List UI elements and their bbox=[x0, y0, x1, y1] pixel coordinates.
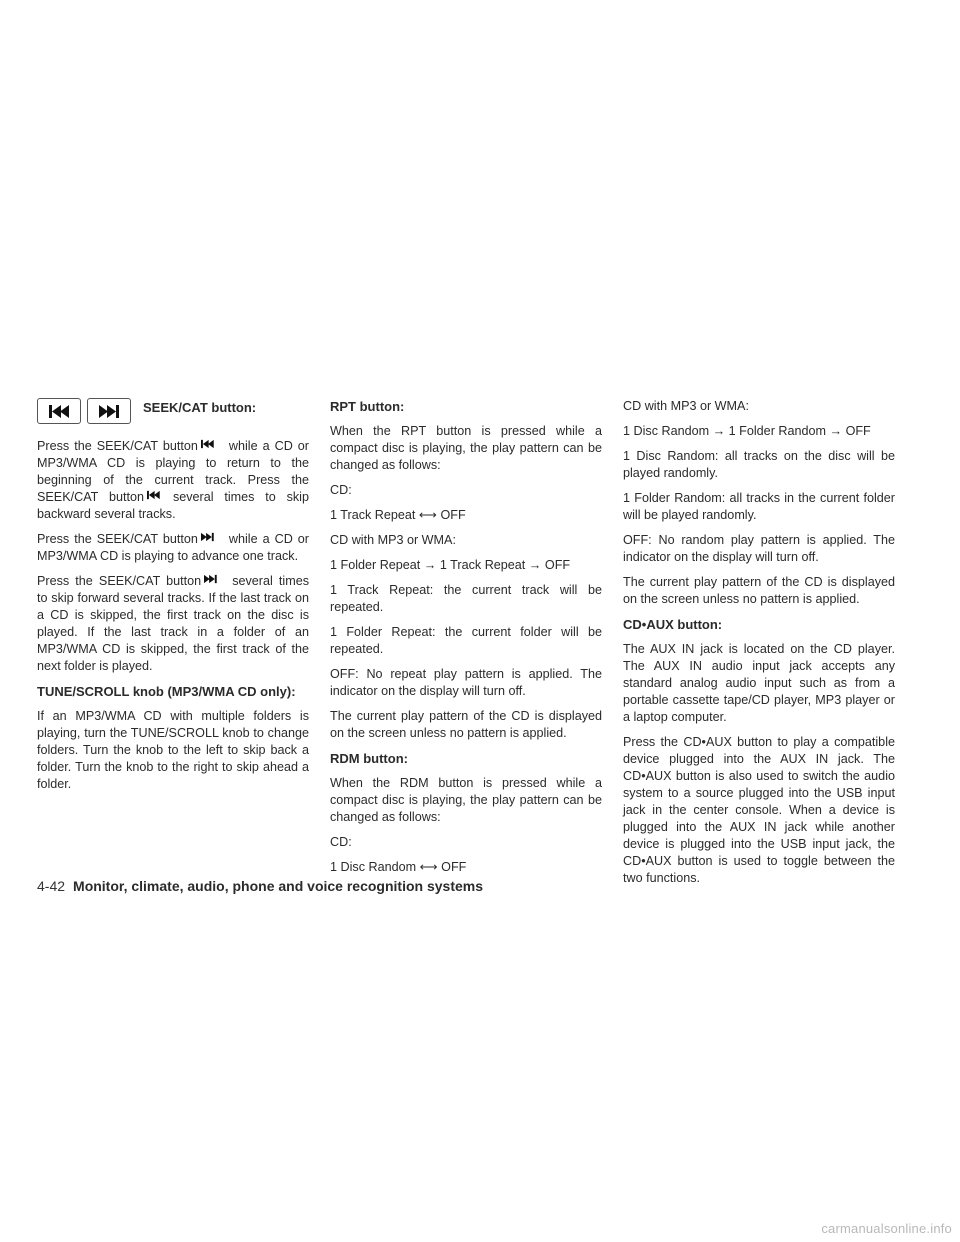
cd-aux-heading: CD•AUX button: bbox=[623, 617, 723, 632]
seek-back-button-illustration bbox=[37, 398, 81, 424]
skip-back-icon bbox=[201, 439, 215, 449]
rdm-cd-pattern: 1 Disc Random ⟷ OFF bbox=[330, 860, 467, 874]
rdm-folder-random: 1 Folder Random: all tracks in the current folder will be played randomly. bbox=[623, 491, 895, 522]
rpt-mp3-pattern: 1 Folder Repeat → 1 Track Repeat → OFF bbox=[330, 558, 571, 572]
watermark: carmanualsonline.info bbox=[821, 1221, 952, 1236]
rdm-mp3-pattern: 1 Disc Random → 1 Folder Random → OFF bbox=[623, 424, 871, 438]
text: several times to skip forward several tracks. If the last track on a CD is skipped, the first track on the disc is played. If the last track in a folder of an MP3/WMA CD is skipped, the first track of the next folder is played. bbox=[37, 574, 309, 673]
skip-forward-icon bbox=[204, 574, 218, 584]
page-number: 4-42 bbox=[37, 878, 66, 894]
rdm-mp3-label: CD with MP3 or WMA: bbox=[623, 399, 749, 413]
cd-aux-text-2: Press the CD•AUX button to play a compatible device plugged into the AUX IN jack. The CD•AUX button is also used to switch the audio system to a source plugged into the USB input jack in the center console. When a device is plugged into the AUX IN jack while another device is plugged into the USB input jack, the CD•AUX button is used to toggle between the two functions. bbox=[623, 735, 895, 885]
text: Press the SEEK/CAT button bbox=[37, 439, 198, 453]
rdm-intro: When the RDM button is pressed while a compact disc is playing, the play pattern can be changed as follows: bbox=[330, 776, 602, 824]
rpt-cd-label: CD: bbox=[330, 483, 352, 497]
rpt-folder-repeat: 1 Folder Repeat: the current folder will be repeated. bbox=[330, 625, 602, 656]
rpt-mp3-label: CD with MP3 or WMA: bbox=[330, 533, 456, 547]
rdm-disc-random: 1 Disc Random: all tracks on the disc will be played randomly. bbox=[623, 449, 895, 480]
rdm-current: The current play pattern of the CD is displayed on the screen unless no pattern is applied. bbox=[623, 575, 895, 606]
rpt-cd-pattern: 1 Track Repeat ⟷ OFF bbox=[330, 508, 466, 522]
rpt-intro: When the RPT button is pressed while a compact disc is playing, the play pattern can be changed as follows: bbox=[330, 424, 602, 472]
seek-cat-heading bbox=[37, 398, 309, 428]
seek-cat-title: SEEK/CAT button: bbox=[143, 400, 257, 415]
skip-forward-icon bbox=[99, 405, 121, 418]
rpt-track-repeat: 1 Track Repeat: the current track will be repeated. bbox=[330, 583, 602, 614]
skip-back-icon bbox=[49, 405, 71, 418]
column-3 bbox=[623, 398, 895, 895]
rpt-off: OFF: No repeat play pattern is applied. The indicator on the display will turn off. bbox=[330, 667, 602, 698]
seek-back-paragraph bbox=[37, 438, 309, 523]
rdm-heading: RDM button: bbox=[330, 751, 408, 766]
text: while a CD or MP3/WMA CD is playing to advance one track. bbox=[37, 532, 309, 563]
rpt-heading: RPT button: bbox=[330, 399, 405, 414]
section-title: Monitor, climate, audio, phone and voice recognition systems bbox=[73, 878, 483, 894]
column-2 bbox=[330, 398, 602, 884]
skip-forward-icon bbox=[201, 532, 215, 542]
tune-scroll-heading: TUNE/SCROLL knob (MP3/WMA CD only): bbox=[37, 684, 296, 699]
text: Press the SEEK/CAT button bbox=[37, 532, 198, 546]
skip-back-icon bbox=[147, 490, 161, 500]
text: while a CD or MP3/WMA CD is playing to return to the beginning of the current track. Press the SEEK/CAT button bbox=[37, 439, 309, 504]
rdm-off: OFF: No random play pattern is applied. The indicator on the display will turn off. bbox=[623, 533, 895, 564]
text: several times to skip backward several tracks. bbox=[37, 490, 309, 521]
cd-aux-text-1: The AUX IN jack is located on the CD player. The AUX IN audio input jack accepts any standard analog audio input such as from a portable cassette tape/CD player, MP3 player or a laptop computer. bbox=[623, 642, 895, 724]
seek-forward-button-illustration bbox=[87, 398, 131, 424]
rdm-cd-label: CD: bbox=[330, 835, 352, 849]
column-1 bbox=[37, 398, 309, 801]
page-footer bbox=[37, 878, 483, 894]
seek-forward-multi-paragraph bbox=[37, 573, 309, 675]
tune-scroll-paragraph: If an MP3/WMA CD with multiple folders is playing, turn the TUNE/SCROLL knob to change folders. Turn the knob to the left to skip back a folder. Turn the knob to the right to skip ahead a folder. bbox=[37, 709, 309, 791]
text: Press the SEEK/CAT button bbox=[37, 574, 202, 588]
rpt-current: The current play pattern of the CD is displayed on the screen unless no pattern is applied. bbox=[330, 709, 602, 740]
seek-forward-paragraph bbox=[37, 531, 309, 565]
